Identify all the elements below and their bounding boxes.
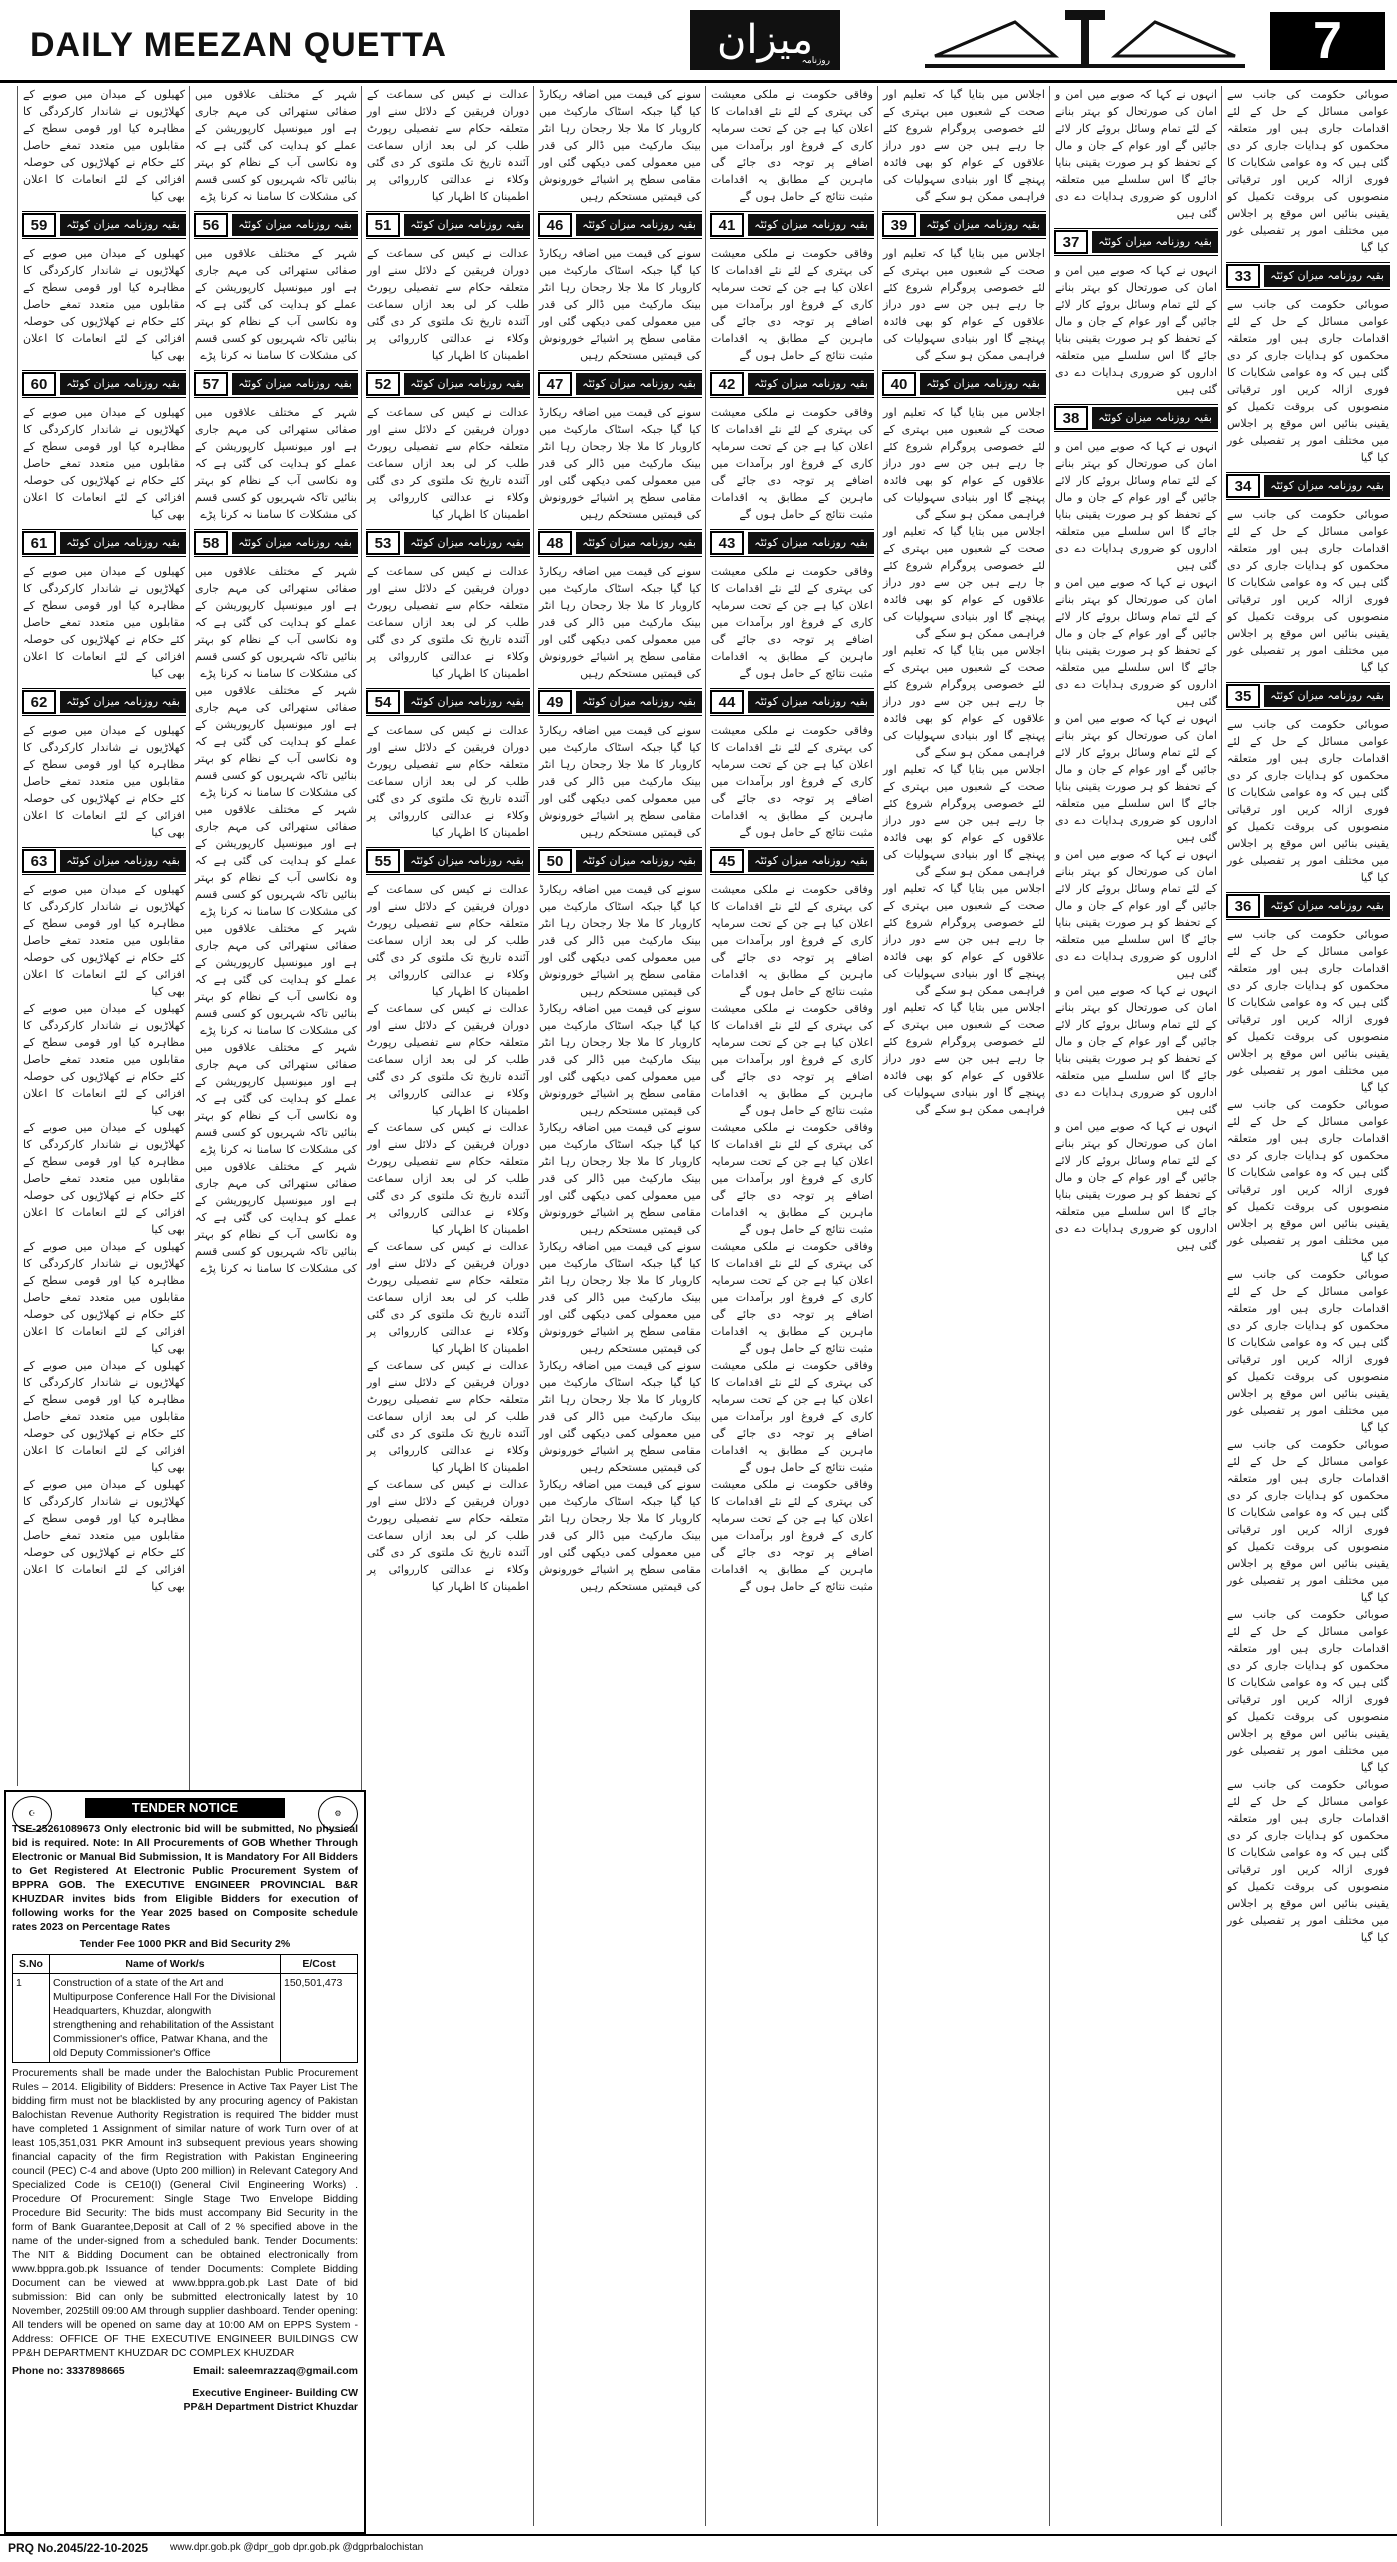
scales-of-justice-icon xyxy=(905,8,1265,74)
continuation-number: 63 xyxy=(22,849,56,873)
article-text: کھیلوں کے میدان میں صوبے کے کھلاڑیوں نے شاندار کارکردگی کا مظاہرہ کیا اور قومی سطح کے مقابلوں میں متعدد تمغے حاصل کئے حکام نے کھلاڑیوں کی حوصلہ افزائی کے لئے انعامات کا اعلان بھی کیا xyxy=(23,1478,185,1593)
article-text: کھیلوں کے میدان میں صوبے کے کھلاڑیوں نے شاندار کارکردگی کا مظاہرہ کیا اور قومی سطح کے مقابلوں میں متعدد تمغے حاصل کئے حکام نے کھلاڑیوں کی حوصلہ افزائی کے لئے انعامات کا اعلان بھی کیا xyxy=(23,247,185,362)
continuation-head xyxy=(710,847,874,875)
article-text: وفاقی حکومت نے ملکی معیشت کی بہتری کے لئے نئے اقدامات کا اعلان کیا ہے جن کے تحت سرمایہ کاری کے فروغ اور برآمدات میں اضافے پر توجہ دی جائے گی ماہرین کے مطابق یہ اقدامات مثبت نتائج کے حامل ہوں گے xyxy=(711,883,873,998)
continuation-label: بقیہ روزنامہ میزان کوئٹہ xyxy=(60,850,186,872)
article-text: اجلاس میں بتایا گیا کہ تعلیم اور صحت کے شعبوں میں بہتری کے لئے خصوصی پروگرام شروع کئے جا رہے ہیں جن سے دور دراز علاقوں کے عوام کو بھی فائدہ پہنچے گا اور بنیادی سہولیات کی فراہمی ممکن ہو سکے گی xyxy=(883,1001,1045,1116)
continuation-label: بقیہ روزنامہ میزان کوئٹہ xyxy=(60,214,186,236)
continuation-number: 43 xyxy=(710,531,744,555)
continuation-head xyxy=(710,529,874,557)
continuation-head xyxy=(366,847,530,875)
article-text: انہوں نے کہا کہ صوبے میں امن و امان کی صورتحال کو بہتر بنانے کے لئے تمام وسائل بروئے کار لائے جائیں گے اور عوام کے جان و مال کے تحفظ کو ہر صورت یقینی بنایا جائے گا اس سلسلے میں متعلقہ اداروں کو ضروری ہدایات دے دی گئی ہیں xyxy=(1055,984,1217,1116)
continuation-head xyxy=(22,211,186,239)
article-text: انہوں نے کہا کہ صوبے میں امن و امان کی صورتحال کو بہتر بنانے کے لئے تمام وسائل بروئے کار لائے جائیں گے اور عوام کے جان و مال کے تحفظ کو ہر صورت یقینی بنایا جائے گا اس سلسلے میں متعلقہ اداروں کو ضروری ہدایات دے دی گئی ہیں xyxy=(1055,440,1217,572)
continuation-label: بقیہ روزنامہ میزان کوئٹہ xyxy=(404,214,530,236)
article-text: اجلاس میں بتایا گیا کہ تعلیم اور صحت کے شعبوں میں بہتری کے لئے خصوصی پروگرام شروع کئے جا رہے ہیں جن سے دور دراز علاقوں کے عوام کو بھی فائدہ پہنچے گا اور بنیادی سہولیات کی فراہمی ممکن ہو سکے گی xyxy=(883,406,1045,521)
article-text: شہر کے مختلف علاقوں میں صفائی ستھرائی کی مہم جاری ہے اور میونسپل کارپوریشن کے عملے کو ہدایت کی گئی ہے کہ وہ نکاسی آب کے نظام کو بہتر بنائیں تاکہ شہریوں کو کسی قسم کی مشکلات کا سامنا نہ کرنا پڑے xyxy=(195,247,357,362)
continuation-label: بقیہ روزنامہ میزان کوئٹہ xyxy=(404,532,530,554)
article-text: عدالت نے کیس کی سماعت کے دوران فریقین کے دلائل سنے اور متعلقہ حکام سے تفصیلی رپورٹ طلب کر لی بعد ازاں سماعت آئندہ تاریخ تک ملتوی کر دی گئی وکلاء نے عدالتی کارروائی پر اطمینان کا اظہار کیا xyxy=(367,247,529,362)
continuation-number: 35 xyxy=(1226,684,1260,708)
continuation-label: بقیہ روزنامہ میزان کوئٹہ xyxy=(1264,895,1390,917)
continuation-number: 62 xyxy=(22,690,56,714)
article-text: انہوں نے کہا کہ صوبے میں امن و امان کی صورتحال کو بہتر بنانے کے لئے تمام وسائل بروئے کار لائے جائیں گے اور عوام کے جان و مال کے تحفظ کو ہر صورت یقینی بنایا جائے گا اس سلسلے میں متعلقہ اداروں کو ضروری ہدایات دے دی گئی ہیں xyxy=(1055,264,1217,396)
continuation-label: بقیہ روزنامہ میزان کوئٹہ xyxy=(748,214,874,236)
continuation-label: بقیہ روزنامہ میزان کوئٹہ xyxy=(920,373,1046,395)
continuation-label: بقیہ روزنامہ میزان کوئٹہ xyxy=(232,214,358,236)
article-text: وفاقی حکومت نے ملکی معیشت کی بہتری کے لئے نئے اقدامات کا اعلان کیا ہے جن کے تحت سرمایہ کاری کے فروغ اور برآمدات میں اضافے پر توجہ دی جائے گی ماہرین کے مطابق یہ اقدامات مثبت نتائج کے حامل ہوں گے xyxy=(711,1359,873,1474)
article-text: سونے کی قیمت میں اضافہ ریکارڈ کیا گیا جبکہ اسٹاک مارکیٹ میں کاروبار کا ملا جلا رجحان رہا انٹر بینک مارکیٹ میں ڈالر کی قدر میں معمولی کمی دیکھی گئی اور مقامی سطح پر اشیائے خورونوش کی قیمتیں مستحکم رہیں xyxy=(539,565,701,680)
article-text: وفاقی حکومت نے ملکی معیشت کی بہتری کے لئے نئے اقدامات کا اعلان کیا ہے جن کے تحت سرمایہ کاری کے فروغ اور برآمدات میں اضافے پر توجہ دی جائے گی ماہرین کے مطابق یہ اقدامات مثبت نتائج کے حامل ہوں گے xyxy=(711,1002,873,1117)
continuation-label: بقیہ روزنامہ میزان کوئٹہ xyxy=(748,850,874,872)
continuation-label: بقیہ روزنامہ میزان کوئٹہ xyxy=(404,691,530,713)
article-text: انہوں نے کہا کہ صوبے میں امن و امان کی صورتحال کو بہتر بنانے کے لئے تمام وسائل بروئے کار لائے جائیں گے اور عوام کے جان و مال کے تحفظ کو ہر صورت یقینی بنایا جائے گا اس سلسلے میں متعلقہ اداروں کو ضروری ہدایات دے دی گئی ہیں xyxy=(1055,576,1217,708)
article-text: شہر کے مختلف علاقوں میں صفائی ستھرائی کی مہم جاری ہے اور میونسپل کارپوریشن کے عملے کو ہدایت کی گئی ہے کہ وہ نکاسی آب کے نظام کو بہتر بنائیں تاکہ شہریوں کو کسی قسم کی مشکلات کا سامنا نہ کرنا پڑے xyxy=(195,406,357,521)
continuation-number: 51 xyxy=(366,213,400,237)
article-text: وفاقی حکومت نے ملکی معیشت کی بہتری کے لئے نئے اقدامات کا اعلان کیا ہے جن کے تحت سرمایہ کاری کے فروغ اور برآمدات میں اضافے پر توجہ دی جائے گی ماہرین کے مطابق یہ اقدامات مثبت نتائج کے حامل ہوں گے xyxy=(711,1240,873,1355)
continuation-head xyxy=(882,370,1046,398)
continuation-number: 40 xyxy=(882,372,916,396)
article-text: وفاقی حکومت نے ملکی معیشت کی بہتری کے لئے نئے اقدامات کا اعلان کیا ہے جن کے تحت سرمایہ کاری کے فروغ اور برآمدات میں اضافے پر توجہ دی جائے گی ماہرین کے مطابق یہ اقدامات مثبت نتائج کے حامل ہوں گے xyxy=(711,88,873,203)
continuation-head xyxy=(538,211,702,239)
continuation-number: 50 xyxy=(538,849,572,873)
continuation-label: بقیہ روزنامہ میزان کوئٹہ xyxy=(232,532,358,554)
article-text: عدالت نے کیس کی سماعت کے دوران فریقین کے دلائل سنے اور متعلقہ حکام سے تفصیلی رپورٹ طلب کر لی بعد ازاں سماعت آئندہ تاریخ تک ملتوی کر دی گئی وکلاء نے عدالتی کارروائی پر اطمینان کا اظہار کیا xyxy=(367,724,529,839)
continuation-head xyxy=(710,211,874,239)
article-text: کھیلوں کے میدان میں صوبے کے کھلاڑیوں نے شاندار کارکردگی کا مظاہرہ کیا اور قومی سطح کے مقابلوں میں متعدد تمغے حاصل کئے حکام نے کھلاڑیوں کی حوصلہ افزائی کے لئے انعامات کا اعلان بھی کیا xyxy=(23,883,185,998)
footer-web-links: www.dpr.gob.pk @dpr_gob dpr.gob.pk @dgprbalochistan xyxy=(170,2542,424,2553)
continuation-head xyxy=(538,847,702,875)
table-header-cost: E/Cost xyxy=(281,1955,358,1974)
continuation-number: 44 xyxy=(710,690,744,714)
continuation-head xyxy=(1226,892,1390,920)
table-row xyxy=(13,1974,358,2063)
article-text: صوبائی حکومت کی جانب سے عوامی مسائل کے حل کے لئے اقدامات جاری ہیں اور متعلقہ محکموں کو ہدایات جاری کر دی گئی ہیں کہ وہ عوامی شکایات کا فوری ازالہ کریں اور ترقیاتی منصوبوں کی بروقت تکمیل کو یقینی بنائیں اس موقع پر اجلاس میں مختلف امور پر تفصیلی غور کیا گیا xyxy=(1227,88,1389,254)
article-text: کھیلوں کے میدان میں صوبے کے کھلاڑیوں نے شاندار کارکردگی کا مظاہرہ کیا اور قومی سطح کے مقابلوں میں متعدد تمغے حاصل کئے حکام نے کھلاڑیوں کی حوصلہ افزائی کے لئے انعامات کا اعلان بھی کیا xyxy=(23,1240,185,1355)
continuation-head xyxy=(194,529,358,557)
masthead xyxy=(0,0,1397,83)
continuation-number: 34 xyxy=(1226,474,1260,498)
continuation-number: 59 xyxy=(22,213,56,237)
article-text: اجلاس میں بتایا گیا کہ تعلیم اور صحت کے شعبوں میں بہتری کے لئے خصوصی پروگرام شروع کئے جا رہے ہیں جن سے دور دراز علاقوں کے عوام کو بھی فائدہ پہنچے گا اور بنیادی سہولیات کی فراہمی ممکن ہو سکے گی xyxy=(883,525,1045,640)
continuation-head xyxy=(882,211,1046,239)
table-header-sno: S.No xyxy=(13,1955,50,1974)
news-column xyxy=(533,86,706,2526)
article-text: عدالت نے کیس کی سماعت کے دوران فریقین کے دلائل سنے اور متعلقہ حکام سے تفصیلی رپورٹ طلب کر لی بعد ازاں سماعت آئندہ تاریخ تک ملتوی کر دی گئی وکلاء نے عدالتی کارروائی پر اطمینان کا اظہار کیا xyxy=(367,1240,529,1355)
continuation-label: بقیہ روزنامہ میزان کوئٹہ xyxy=(576,691,702,713)
continuation-number: 38 xyxy=(1054,406,1088,430)
page-footer xyxy=(0,2534,1397,2562)
continuation-head xyxy=(22,529,186,557)
article-text: صوبائی حکومت کی جانب سے عوامی مسائل کے حل کے لئے اقدامات جاری ہیں اور متعلقہ محکموں کو ہدایات جاری کر دی گئی ہیں کہ وہ عوامی شکایات کا فوری ازالہ کریں اور ترقیاتی منصوبوں کی بروقت تکمیل کو یقینی بنائیں اس موقع پر اجلاس میں مختلف امور پر تفصیلی غور کیا گیا xyxy=(1227,718,1389,884)
continuation-head xyxy=(1226,682,1390,710)
news-column xyxy=(877,86,1050,2526)
continuation-label: بقیہ روزنامہ میزان کوئٹہ xyxy=(1092,231,1218,253)
masthead-urdu-subtitle: روزنامہ xyxy=(801,56,830,66)
row-work: Construction of a state of the Art and Multipurpose Conference Hall For the Divisional Headquarters, Khuzdar, alongwith strengthening and rehabilitation of the Assistant Commissioner's office, Patwar Khana, and the old Deputy Commissioner's Office xyxy=(50,1974,281,2063)
article-text: صوبائی حکومت کی جانب سے عوامی مسائل کے حل کے لئے اقدامات جاری ہیں اور متعلقہ محکموں کو ہدایات جاری کر دی گئی ہیں کہ وہ عوامی شکایات کا فوری ازالہ کریں اور ترقیاتی منصوبوں کی بروقت تکمیل کو یقینی بنائیں اس موقع پر اجلاس میں مختلف امور پر تفصیلی غور کیا گیا xyxy=(1227,1438,1389,1604)
continuation-head xyxy=(1054,404,1218,432)
tender-title: TENDER NOTICE xyxy=(85,1798,285,1818)
article-text: شہر کے مختلف علاقوں میں صفائی ستھرائی کی مہم جاری ہے اور میونسپل کارپوریشن کے عملے کو ہدایت کی گئی ہے کہ وہ نکاسی آب کے نظام کو بہتر بنائیں تاکہ شہریوں کو کسی قسم کی مشکلات کا سامنا نہ کرنا پڑے xyxy=(195,1160,357,1275)
continuation-number: 56 xyxy=(194,213,228,237)
continuation-label: بقیہ روزنامہ میزان کوئٹہ xyxy=(60,691,186,713)
continuation-head xyxy=(538,688,702,716)
masthead-english-title: DAILY MEEZAN QUETTA xyxy=(30,26,447,64)
tender-phone: Phone no: 3337898665 xyxy=(12,2365,125,2377)
continuation-label: بقیہ روزنامہ میزان کوئٹہ xyxy=(576,532,702,554)
continuation-label: بقیہ روزنامہ میزان کوئٹہ xyxy=(1264,265,1390,287)
continuation-head xyxy=(366,529,530,557)
continuation-number: 54 xyxy=(366,690,400,714)
article-text: صوبائی حکومت کی جانب سے عوامی مسائل کے حل کے لئے اقدامات جاری ہیں اور متعلقہ محکموں کو ہدایات جاری کر دی گئی ہیں کہ وہ عوامی شکایات کا فوری ازالہ کریں اور ترقیاتی منصوبوں کی بروقت تکمیل کو یقینی بنائیں اس موقع پر اجلاس میں مختلف امور پر تفصیلی غور کیا گیا xyxy=(1227,298,1389,464)
article-text: کھیلوں کے میدان میں صوبے کے کھلاڑیوں نے شاندار کارکردگی کا مظاہرہ کیا اور قومی سطح کے مقابلوں میں متعدد تمغے حاصل کئے حکام نے کھلاڑیوں کی حوصلہ افزائی کے لئے انعامات کا اعلان بھی کیا xyxy=(23,565,185,680)
article-text: اجلاس میں بتایا گیا کہ تعلیم اور صحت کے شعبوں میں بہتری کے لئے خصوصی پروگرام شروع کئے جا رہے ہیں جن سے دور دراز علاقوں کے عوام کو بھی فائدہ پہنچے گا اور بنیادی سہولیات کی فراہمی ممکن ہو سکے گی xyxy=(883,247,1045,362)
continuation-head xyxy=(710,370,874,398)
article-text: سونے کی قیمت میں اضافہ ریکارڈ کیا گیا جبکہ اسٹاک مارکیٹ میں کاروبار کا ملا جلا رجحان رہا انٹر بینک مارکیٹ میں ڈالر کی قدر میں معمولی کمی دیکھی گئی اور مقامی سطح پر اشیائے خورونوش کی قیمتیں مستحکم رہیں xyxy=(539,88,701,203)
article-text: وفاقی حکومت نے ملکی معیشت کی بہتری کے لئے نئے اقدامات کا اعلان کیا ہے جن کے تحت سرمایہ کاری کے فروغ اور برآمدات میں اضافے پر توجہ دی جائے گی ماہرین کے مطابق یہ اقدامات مثبت نتائج کے حامل ہوں گے xyxy=(711,565,873,680)
continuation-label: بقیہ روزنامہ میزان کوئٹہ xyxy=(1092,407,1218,429)
article-text: سونے کی قیمت میں اضافہ ریکارڈ کیا گیا جبکہ اسٹاک مارکیٹ میں کاروبار کا ملا جلا رجحان رہا انٹر بینک مارکیٹ میں ڈالر کی قدر میں معمولی کمی دیکھی گئی اور مقامی سطح پر اشیائے خورونوش کی قیمتیں مستحکم رہیں xyxy=(539,724,701,839)
continuation-number: 55 xyxy=(366,849,400,873)
continuation-label: بقیہ روزنامہ میزان کوئٹہ xyxy=(404,373,530,395)
article-text: اجلاس میں بتایا گیا کہ تعلیم اور صحت کے شعبوں میں بہتری کے لئے خصوصی پروگرام شروع کئے جا رہے ہیں جن سے دور دراز علاقوں کے عوام کو بھی فائدہ پہنچے گا اور بنیادی سہولیات کی فراہمی ممکن ہو سکے گی xyxy=(883,763,1045,878)
continuation-head xyxy=(22,688,186,716)
continuation-number: 61 xyxy=(22,531,56,555)
article-text: اجلاس میں بتایا گیا کہ تعلیم اور صحت کے شعبوں میں بہتری کے لئے خصوصی پروگرام شروع کئے جا رہے ہیں جن سے دور دراز علاقوں کے عوام کو بھی فائدہ پہنچے گا اور بنیادی سہولیات کی فراہمی ممکن ہو سکے گی xyxy=(883,88,1045,203)
continuation-number: 45 xyxy=(710,849,744,873)
news-column xyxy=(1049,86,1222,2526)
continuation-number: 53 xyxy=(366,531,400,555)
row-sno: 1 xyxy=(13,1974,50,2063)
article-text: عدالت نے کیس کی سماعت کے دوران فریقین کے دلائل سنے اور متعلقہ حکام سے تفصیلی رپورٹ طلب کر لی بعد ازاں سماعت آئندہ تاریخ تک ملتوی کر دی گئی وکلاء نے عدالتی کارروائی پر اطمینان کا اظہار کیا xyxy=(367,883,529,998)
article-text: وفاقی حکومت نے ملکی معیشت کی بہتری کے لئے نئے اقدامات کا اعلان کیا ہے جن کے تحت سرمایہ کاری کے فروغ اور برآمدات میں اضافے پر توجہ دی جائے گی ماہرین کے مطابق یہ اقدامات مثبت نتائج کے حامل ہوں گے xyxy=(711,247,873,362)
continuation-number: 57 xyxy=(194,372,228,396)
tender-fee: Tender Fee 1000 PKR and Bid Security 2% xyxy=(79,1938,291,1950)
article-text: صوبائی حکومت کی جانب سے عوامی مسائل کے حل کے لئے اقدامات جاری ہیں اور متعلقہ محکموں کو ہدایات جاری کر دی گئی ہیں کہ وہ عوامی شکایات کا فوری ازالہ کریں اور ترقیاتی منصوبوں کی بروقت تکمیل کو یقینی بنائیں اس موقع پر اجلاس میں مختلف امور پر تفصیلی غور کیا گیا xyxy=(1227,508,1389,674)
continuation-number: 36 xyxy=(1226,894,1260,918)
continuation-number: 48 xyxy=(538,531,572,555)
continuation-label: بقیہ روزنامہ میزان کوئٹہ xyxy=(1264,475,1390,497)
article-text: شہر کے مختلف علاقوں میں صفائی ستھرائی کی مہم جاری ہے اور میونسپل کارپوریشن کے عملے کو ہدایت کی گئی ہے کہ وہ نکاسی آب کے نظام کو بہتر بنائیں تاکہ شہریوں کو کسی قسم کی مشکلات کا سامنا نہ کرنا پڑے xyxy=(195,922,357,1037)
continuation-number: 49 xyxy=(538,690,572,714)
continuation-label: بقیہ روزنامہ میزان کوئٹہ xyxy=(576,850,702,872)
article-text: سونے کی قیمت میں اضافہ ریکارڈ کیا گیا جبکہ اسٹاک مارکیٹ میں کاروبار کا ملا جلا رجحان رہا انٹر بینک مارکیٹ میں ڈالر کی قدر میں معمولی کمی دیکھی گئی اور مقامی سطح پر اشیائے خورونوش کی قیمتیں مستحکم رہیں xyxy=(539,406,701,521)
continuation-number: 52 xyxy=(366,372,400,396)
continuation-head xyxy=(22,847,186,875)
article-text: انہوں نے کہا کہ صوبے میں امن و امان کی صورتحال کو بہتر بنانے کے لئے تمام وسائل بروئے کار لائے جائیں گے اور عوام کے جان و مال کے تحفظ کو ہر صورت یقینی بنایا جائے گا اس سلسلے میں متعلقہ اداروں کو ضروری ہدایات دے دی گئی ہیں xyxy=(1055,712,1217,844)
article-text: اجلاس میں بتایا گیا کہ تعلیم اور صحت کے شعبوں میں بہتری کے لئے خصوصی پروگرام شروع کئے جا رہے ہیں جن سے دور دراز علاقوں کے عوام کو بھی فائدہ پہنچے گا اور بنیادی سہولیات کی فراہمی ممکن ہو سکے گی xyxy=(883,882,1045,997)
article-text: عدالت نے کیس کی سماعت کے دوران فریقین کے دلائل سنے اور متعلقہ حکام سے تفصیلی رپورٹ طلب کر لی بعد ازاں سماعت آئندہ تاریخ تک ملتوی کر دی گئی وکلاء نے عدالتی کارروائی پر اطمینان کا اظہار کیا xyxy=(367,1121,529,1236)
government-seal-icon: ☪ xyxy=(12,1796,52,1832)
article-text: کھیلوں کے میدان میں صوبے کے کھلاڑیوں نے شاندار کارکردگی کا مظاہرہ کیا اور قومی سطح کے مقابلوں میں متعدد تمغے حاصل کئے حکام نے کھلاڑیوں کی حوصلہ افزائی کے لئے انعامات کا اعلان بھی کیا xyxy=(23,724,185,839)
article-text: صوبائی حکومت کی جانب سے عوامی مسائل کے حل کے لئے اقدامات جاری ہیں اور متعلقہ محکموں کو ہدایات جاری کر دی گئی ہیں کہ وہ عوامی شکایات کا فوری ازالہ کریں اور ترقیاتی منصوبوں کی بروقت تکمیل کو یقینی بنائیں اس موقع پر اجلاس میں مختلف امور پر تفصیلی غور کیا گیا xyxy=(1227,1778,1389,1944)
article-text: سونے کی قیمت میں اضافہ ریکارڈ کیا گیا جبکہ اسٹاک مارکیٹ میں کاروبار کا ملا جلا رجحان رہا انٹر بینک مارکیٹ میں ڈالر کی قدر میں معمولی کمی دیکھی گئی اور مقامی سطح پر اشیائے خورونوش کی قیمتیں مستحکم رہیں xyxy=(539,1240,701,1355)
tender-intro: TSE-25261089673 Only electronic bid will be submitted, No physical bid is required. Note: In All Procurements of GOB Whether Through Electronic or Manual Bid Submission, It is Mandatory For All Bidders to Get Registered At Electronic Public Procurement System of BPPRA GOB. The EXECUTIVE ENGINEER PROVINCIAL B&R KHUZDAR invites bids from Eligible Bidders for execution of following works for the Year 2025 based on Composite schedule rates 2023 on Percentage Rates xyxy=(12,1823,358,1933)
continuation-head xyxy=(710,688,874,716)
article-text: انہوں نے کہا کہ صوبے میں امن و امان کی صورتحال کو بہتر بنانے کے لئے تمام وسائل بروئے کار لائے جائیں گے اور عوام کے جان و مال کے تحفظ کو ہر صورت یقینی بنایا جائے گا اس سلسلے میں متعلقہ اداروں کو ضروری ہدایات دے دی گئی ہیں xyxy=(1055,1120,1217,1252)
continuation-head xyxy=(194,211,358,239)
article-text: وفاقی حکومت نے ملکی معیشت کی بہتری کے لئے نئے اقدامات کا اعلان کیا ہے جن کے تحت سرمایہ کاری کے فروغ اور برآمدات میں اضافے پر توجہ دی جائے گی ماہرین کے مطابق یہ اقدامات مثبت نتائج کے حامل ہوں گے xyxy=(711,724,873,839)
article-text: عدالت نے کیس کی سماعت کے دوران فریقین کے دلائل سنے اور متعلقہ حکام سے تفصیلی رپورٹ طلب کر لی بعد ازاں سماعت آئندہ تاریخ تک ملتوی کر دی گئی وکلاء نے عدالتی کارروائی پر اطمینان کا اظہار کیا xyxy=(367,88,529,203)
masthead-urdu-title: میزان xyxy=(716,17,814,63)
article-text: شہر کے مختلف علاقوں میں صفائی ستھرائی کی مہم جاری ہے اور میونسپل کارپوریشن کے عملے کو ہدایت کی گئی ہے کہ وہ نکاسی آب کے نظام کو بہتر بنائیں تاکہ شہریوں کو کسی قسم کی مشکلات کا سامنا نہ کرنا پڑے xyxy=(195,684,357,799)
continuation-label: بقیہ روزنامہ میزان کوئٹہ xyxy=(920,214,1046,236)
continuation-number: 39 xyxy=(882,213,916,237)
masthead-urdu-logo xyxy=(690,10,840,70)
continuation-label: بقیہ روزنامہ میزان کوئٹہ xyxy=(748,691,874,713)
continuation-number: 42 xyxy=(710,372,744,396)
news-column xyxy=(705,86,878,2526)
continuation-number: 46 xyxy=(538,213,572,237)
continuation-head xyxy=(1226,472,1390,500)
article-text: اجلاس میں بتایا گیا کہ تعلیم اور صحت کے شعبوں میں بہتری کے لئے خصوصی پروگرام شروع کئے جا رہے ہیں جن سے دور دراز علاقوں کے عوام کو بھی فائدہ پہنچے گا اور بنیادی سہولیات کی فراہمی ممکن ہو سکے گی xyxy=(883,644,1045,759)
continuation-label: بقیہ روزنامہ میزان کوئٹہ xyxy=(576,373,702,395)
article-text: سونے کی قیمت میں اضافہ ریکارڈ کیا گیا جبکہ اسٹاک مارکیٹ میں کاروبار کا ملا جلا رجحان رہا انٹر بینک مارکیٹ میں ڈالر کی قدر میں معمولی کمی دیکھی گئی اور مقامی سطح پر اشیائے خورونوش کی قیمتیں مستحکم رہیں xyxy=(539,1002,701,1117)
article-text: سونے کی قیمت میں اضافہ ریکارڈ کیا گیا جبکہ اسٹاک مارکیٹ میں کاروبار کا ملا جلا رجحان رہا انٹر بینک مارکیٹ میں ڈالر کی قدر میں معمولی کمی دیکھی گئی اور مقامی سطح پر اشیائے خورونوش کی قیمتیں مستحکم رہیں xyxy=(539,1478,701,1593)
article-text: صوبائی حکومت کی جانب سے عوامی مسائل کے حل کے لئے اقدامات جاری ہیں اور متعلقہ محکموں کو ہدایات جاری کر دی گئی ہیں کہ وہ عوامی شکایات کا فوری ازالہ کریں اور ترقیاتی منصوبوں کی بروقت تکمیل کو یقینی بنائیں اس موقع پر اجلاس میں مختلف امور پر تفصیلی غور کیا گیا xyxy=(1227,1608,1389,1774)
continuation-number: 58 xyxy=(194,531,228,555)
continuation-label: بقیہ روزنامہ میزان کوئٹہ xyxy=(1264,685,1390,707)
prq-number: PRQ No.2045/22-10-2025 xyxy=(8,2541,149,2555)
article-text: کھیلوں کے میدان میں صوبے کے کھلاڑیوں نے شاندار کارکردگی کا مظاہرہ کیا اور قومی سطح کے مقابلوں میں متعدد تمغے حاصل کئے حکام نے کھلاڑیوں کی حوصلہ افزائی کے لئے انعامات کا اعلان بھی کیا xyxy=(23,406,185,521)
article-text: کھیلوں کے میدان میں صوبے کے کھلاڑیوں نے شاندار کارکردگی کا مظاہرہ کیا اور قومی سطح کے مقابلوں میں متعدد تمغے حاصل کئے حکام نے کھلاڑیوں کی حوصلہ افزائی کے لئے انعامات کا اعلان بھی کیا xyxy=(23,88,185,203)
continuation-label: بقیہ روزنامہ میزان کوئٹہ xyxy=(748,373,874,395)
article-text: عدالت نے کیس کی سماعت کے دوران فریقین کے دلائل سنے اور متعلقہ حکام سے تفصیلی رپورٹ طلب کر لی بعد ازاں سماعت آئندہ تاریخ تک ملتوی کر دی گئی وکلاء نے عدالتی کارروائی پر اطمینان کا اظہار کیا xyxy=(367,406,529,521)
tender-body: Procurements shall be made under the Balochistan Public Procurement Rules – 2014. Eligibility of Bidders: Presence in Active Tax Payer List The bidding firm must not be blacklisted by any procuring agency of Pakistan Balochistan Revenue Authority Registration is required The bidder must have completed 1 Assignment of similar nature of work Turn over of at least 105,351,031 PKR Amount in3 subsequent previous years showing financial capacity of the firm Registration with Pakistan Engineering council (PEC) C-4 and above (Upto 200 million) in Relevant Category And Specialized Code is CE10(I) (General Civil Engineering Works) . Procedure Of Procurement: Single Stage Two Envelope Bidding Procedure Bid Security: The bids must accompany Bid Security in the form of Bank Guarantee,Deposit at Call of 2 % specified above in the name of the under-signed from a scheduled bank. Tender Documents: The NIT & Bidding Document can be obtained electronically from www.bppra.gob.pk Issuance of tender Documents: Complete Bidding Document can be viewed at www.bppra.gob.pk Last Date of bid submission: Bid can only be submitted electronically latest by 10 November, 2025till 09:00 AM through supplier dashboard. Tender opening: All tenders will be opened on same day at 10:00 AM on EPPS System -Address: OFFICE OF THE EXECUTIVE ENGINEER BUILDINGS CW PP&H DEPARTMENT KHUZDAR DC COMPLEX KHUZDAR xyxy=(12,2067,358,2359)
continuation-number: 37 xyxy=(1054,230,1088,254)
article-text: انہوں نے کہا کہ صوبے میں امن و امان کی صورتحال کو بہتر بنانے کے لئے تمام وسائل بروئے کار لائے جائیں گے اور عوام کے جان و مال کے تحفظ کو ہر صورت یقینی بنایا جائے گا اس سلسلے میں متعلقہ اداروں کو ضروری ہدایات دے دی گئی ہیں xyxy=(1055,88,1217,220)
continuation-head xyxy=(538,529,702,557)
article-text: عدالت نے کیس کی سماعت کے دوران فریقین کے دلائل سنے اور متعلقہ حکام سے تفصیلی رپورٹ طلب کر لی بعد ازاں سماعت آئندہ تاریخ تک ملتوی کر دی گئی وکلاء نے عدالتی کارروائی پر اطمینان کا اظہار کیا xyxy=(367,1359,529,1474)
continuation-head xyxy=(1226,262,1390,290)
article-text: سونے کی قیمت میں اضافہ ریکارڈ کیا گیا جبکہ اسٹاک مارکیٹ میں کاروبار کا ملا جلا رجحان رہا انٹر بینک مارکیٹ میں ڈالر کی قدر میں معمولی کمی دیکھی گئی اور مقامی سطح پر اشیائے خورونوش کی قیمتیں مستحکم رہیں xyxy=(539,1359,701,1474)
article-text: وفاقی حکومت نے ملکی معیشت کی بہتری کے لئے نئے اقدامات کا اعلان کیا ہے جن کے تحت سرمایہ کاری کے فروغ اور برآمدات میں اضافے پر توجہ دی جائے گی ماہرین کے مطابق یہ اقدامات مثبت نتائج کے حامل ہوں گے xyxy=(711,1478,873,1593)
news-column xyxy=(361,86,534,2526)
article-text: کھیلوں کے میدان میں صوبے کے کھلاڑیوں نے شاندار کارکردگی کا مظاہرہ کیا اور قومی سطح کے مقابلوں میں متعدد تمغے حاصل کئے حکام نے کھلاڑیوں کی حوصلہ افزائی کے لئے انعامات کا اعلان بھی کیا xyxy=(23,1359,185,1474)
page-number: 7 xyxy=(1270,12,1385,70)
article-text: شہر کے مختلف علاقوں میں صفائی ستھرائی کی مہم جاری ہے اور میونسپل کارپوریشن کے عملے کو ہدایت کی گئی ہے کہ وہ نکاسی آب کے نظام کو بہتر بنائیں تاکہ شہریوں کو کسی قسم کی مشکلات کا سامنا نہ کرنا پڑے xyxy=(195,565,357,680)
continuation-head xyxy=(366,211,530,239)
article-text: شہر کے مختلف علاقوں میں صفائی ستھرائی کی مہم جاری ہے اور میونسپل کارپوریشن کے عملے کو ہدایت کی گئی ہے کہ وہ نکاسی آب کے نظام کو بہتر بنائیں تاکہ شہریوں کو کسی قسم کی مشکلات کا سامنا نہ کرنا پڑے xyxy=(195,803,357,918)
continuation-number: 47 xyxy=(538,372,572,396)
article-text: انہوں نے کہا کہ صوبے میں امن و امان کی صورتحال کو بہتر بنانے کے لئے تمام وسائل بروئے کار لائے جائیں گے اور عوام کے جان و مال کے تحفظ کو ہر صورت یقینی بنایا جائے گا اس سلسلے میں متعلقہ اداروں کو ضروری ہدایات دے دی گئی ہیں xyxy=(1055,848,1217,980)
article-text: وفاقی حکومت نے ملکی معیشت کی بہتری کے لئے نئے اقدامات کا اعلان کیا ہے جن کے تحت سرمایہ کاری کے فروغ اور برآمدات میں اضافے پر توجہ دی جائے گی ماہرین کے مطابق یہ اقدامات مثبت نتائج کے حامل ہوں گے xyxy=(711,1121,873,1236)
article-text: شہر کے مختلف علاقوں میں صفائی ستھرائی کی مہم جاری ہے اور میونسپل کارپوریشن کے عملے کو ہدایت کی گئی ہے کہ وہ نکاسی آب کے نظام کو بہتر بنائیں تاکہ شہریوں کو کسی قسم کی مشکلات کا سامنا نہ کرنا پڑے xyxy=(195,1041,357,1156)
continuation-head xyxy=(538,370,702,398)
article-text: صوبائی حکومت کی جانب سے عوامی مسائل کے حل کے لئے اقدامات جاری ہیں اور متعلقہ محکموں کو ہدایات جاری کر دی گئی ہیں کہ وہ عوامی شکایات کا فوری ازالہ کریں اور ترقیاتی منصوبوں کی بروقت تکمیل کو یقینی بنائیں اس موقع پر اجلاس میں مختلف امور پر تفصیلی غور کیا گیا xyxy=(1227,1098,1389,1264)
continuation-label: بقیہ روزنامہ میزان کوئٹہ xyxy=(404,850,530,872)
article-text: عدالت نے کیس کی سماعت کے دوران فریقین کے دلائل سنے اور متعلقہ حکام سے تفصیلی رپورٹ طلب کر لی بعد ازاں سماعت آئندہ تاریخ تک ملتوی کر دی گئی وکلاء نے عدالتی کارروائی پر اطمینان کا اظہار کیا xyxy=(367,1002,529,1117)
article-text: شہر کے مختلف علاقوں میں صفائی ستھرائی کی مہم جاری ہے اور میونسپل کارپوریشن کے عملے کو ہدایت کی گئی ہے کہ وہ نکاسی آب کے نظام کو بہتر بنائیں تاکہ شہریوں کو کسی قسم کی مشکلات کا سامنا نہ کرنا پڑے xyxy=(195,88,357,203)
article-text: صوبائی حکومت کی جانب سے عوامی مسائل کے حل کے لئے اقدامات جاری ہیں اور متعلقہ محکموں کو ہدایات جاری کر دی گئی ہیں کہ وہ عوامی شکایات کا فوری ازالہ کریں اور ترقیاتی منصوبوں کی بروقت تکمیل کو یقینی بنائیں اس موقع پر اجلاس میں مختلف امور پر تفصیلی غور کیا گیا xyxy=(1227,1268,1389,1434)
continuation-number: 33 xyxy=(1226,264,1260,288)
article-text: کھیلوں کے میدان میں صوبے کے کھلاڑیوں نے شاندار کارکردگی کا مظاہرہ کیا اور قومی سطح کے مقابلوں میں متعدد تمغے حاصل کئے حکام نے کھلاڑیوں کی حوصلہ افزائی کے لئے انعامات کا اعلان بھی کیا xyxy=(23,1121,185,1236)
tender-table xyxy=(12,1954,358,2063)
news-column xyxy=(1221,86,1394,2526)
department-logo-icon: ⚙ xyxy=(318,1796,358,1832)
continuation-label: بقیہ روزنامہ میزان کوئٹہ xyxy=(232,373,358,395)
continuation-head xyxy=(366,688,530,716)
tender-notice xyxy=(4,1790,366,2534)
continuation-number: 60 xyxy=(22,372,56,396)
article-text: سونے کی قیمت میں اضافہ ریکارڈ کیا گیا جبکہ اسٹاک مارکیٹ میں کاروبار کا ملا جلا رجحان رہا انٹر بینک مارکیٹ میں ڈالر کی قدر میں معمولی کمی دیکھی گئی اور مقامی سطح پر اشیائے خورونوش کی قیمتیں مستحکم رہیں xyxy=(539,247,701,362)
continuation-number: 41 xyxy=(710,213,744,237)
tender-signatory: Executive Engineer- Building CW PP&H Department District Khuzdar xyxy=(183,2387,358,2413)
article-text: عدالت نے کیس کی سماعت کے دوران فریقین کے دلائل سنے اور متعلقہ حکام سے تفصیلی رپورٹ طلب کر لی بعد ازاں سماعت آئندہ تاریخ تک ملتوی کر دی گئی وکلاء نے عدالتی کارروائی پر اطمینان کا اظہار کیا xyxy=(367,565,529,680)
article-text: وفاقی حکومت نے ملکی معیشت کی بہتری کے لئے نئے اقدامات کا اعلان کیا ہے جن کے تحت سرمایہ کاری کے فروغ اور برآمدات میں اضافے پر توجہ دی جائے گی ماہرین کے مطابق یہ اقدامات مثبت نتائج کے حامل ہوں گے xyxy=(711,406,873,521)
article-text: عدالت نے کیس کی سماعت کے دوران فریقین کے دلائل سنے اور متعلقہ حکام سے تفصیلی رپورٹ طلب کر لی بعد ازاں سماعت آئندہ تاریخ تک ملتوی کر دی گئی وکلاء نے عدالتی کارروائی پر اطمینان کا اظہار کیا xyxy=(367,1478,529,1593)
table-header-work: Name of Work/s xyxy=(50,1955,281,1974)
continuation-head xyxy=(1054,228,1218,256)
article-text: سونے کی قیمت میں اضافہ ریکارڈ کیا گیا جبکہ اسٹاک مارکیٹ میں کاروبار کا ملا جلا رجحان رہا انٹر بینک مارکیٹ میں ڈالر کی قدر میں معمولی کمی دیکھی گئی اور مقامی سطح پر اشیائے خورونوش کی قیمتیں مستحکم رہیں xyxy=(539,883,701,998)
continuation-label: بقیہ روزنامہ میزان کوئٹہ xyxy=(60,373,186,395)
continuation-head xyxy=(194,370,358,398)
article-text: سونے کی قیمت میں اضافہ ریکارڈ کیا گیا جبکہ اسٹاک مارکیٹ میں کاروبار کا ملا جلا رجحان رہا انٹر بینک مارکیٹ میں ڈالر کی قدر میں معمولی کمی دیکھی گئی اور مقامی سطح پر اشیائے خورونوش کی قیمتیں مستحکم رہیں xyxy=(539,1121,701,1236)
article-text: صوبائی حکومت کی جانب سے عوامی مسائل کے حل کے لئے اقدامات جاری ہیں اور متعلقہ محکموں کو ہدایات جاری کر دی گئی ہیں کہ وہ عوامی شکایات کا فوری ازالہ کریں اور ترقیاتی منصوبوں کی بروقت تکمیل کو یقینی بنائیں اس موقع پر اجلاس میں مختلف امور پر تفصیلی غور کیا گیا xyxy=(1227,928,1389,1094)
article-text: کھیلوں کے میدان میں صوبے کے کھلاڑیوں نے شاندار کارکردگی کا مظاہرہ کیا اور قومی سطح کے مقابلوں میں متعدد تمغے حاصل کئے حکام نے کھلاڑیوں کی حوصلہ افزائی کے لئے انعامات کا اعلان بھی کیا xyxy=(23,1002,185,1117)
continuation-label: بقیہ روزنامہ میزان کوئٹہ xyxy=(748,532,874,554)
continuation-label: بقیہ روزنامہ میزان کوئٹہ xyxy=(60,532,186,554)
tender-email: Email: saleemrazzaq@gmail.com xyxy=(193,2365,358,2377)
news-column xyxy=(17,86,190,1786)
continuation-label: بقیہ روزنامہ میزان کوئٹہ xyxy=(576,214,702,236)
row-cost: 150,501,473 xyxy=(281,1974,358,2063)
continuation-head xyxy=(366,370,530,398)
continuation-head xyxy=(22,370,186,398)
